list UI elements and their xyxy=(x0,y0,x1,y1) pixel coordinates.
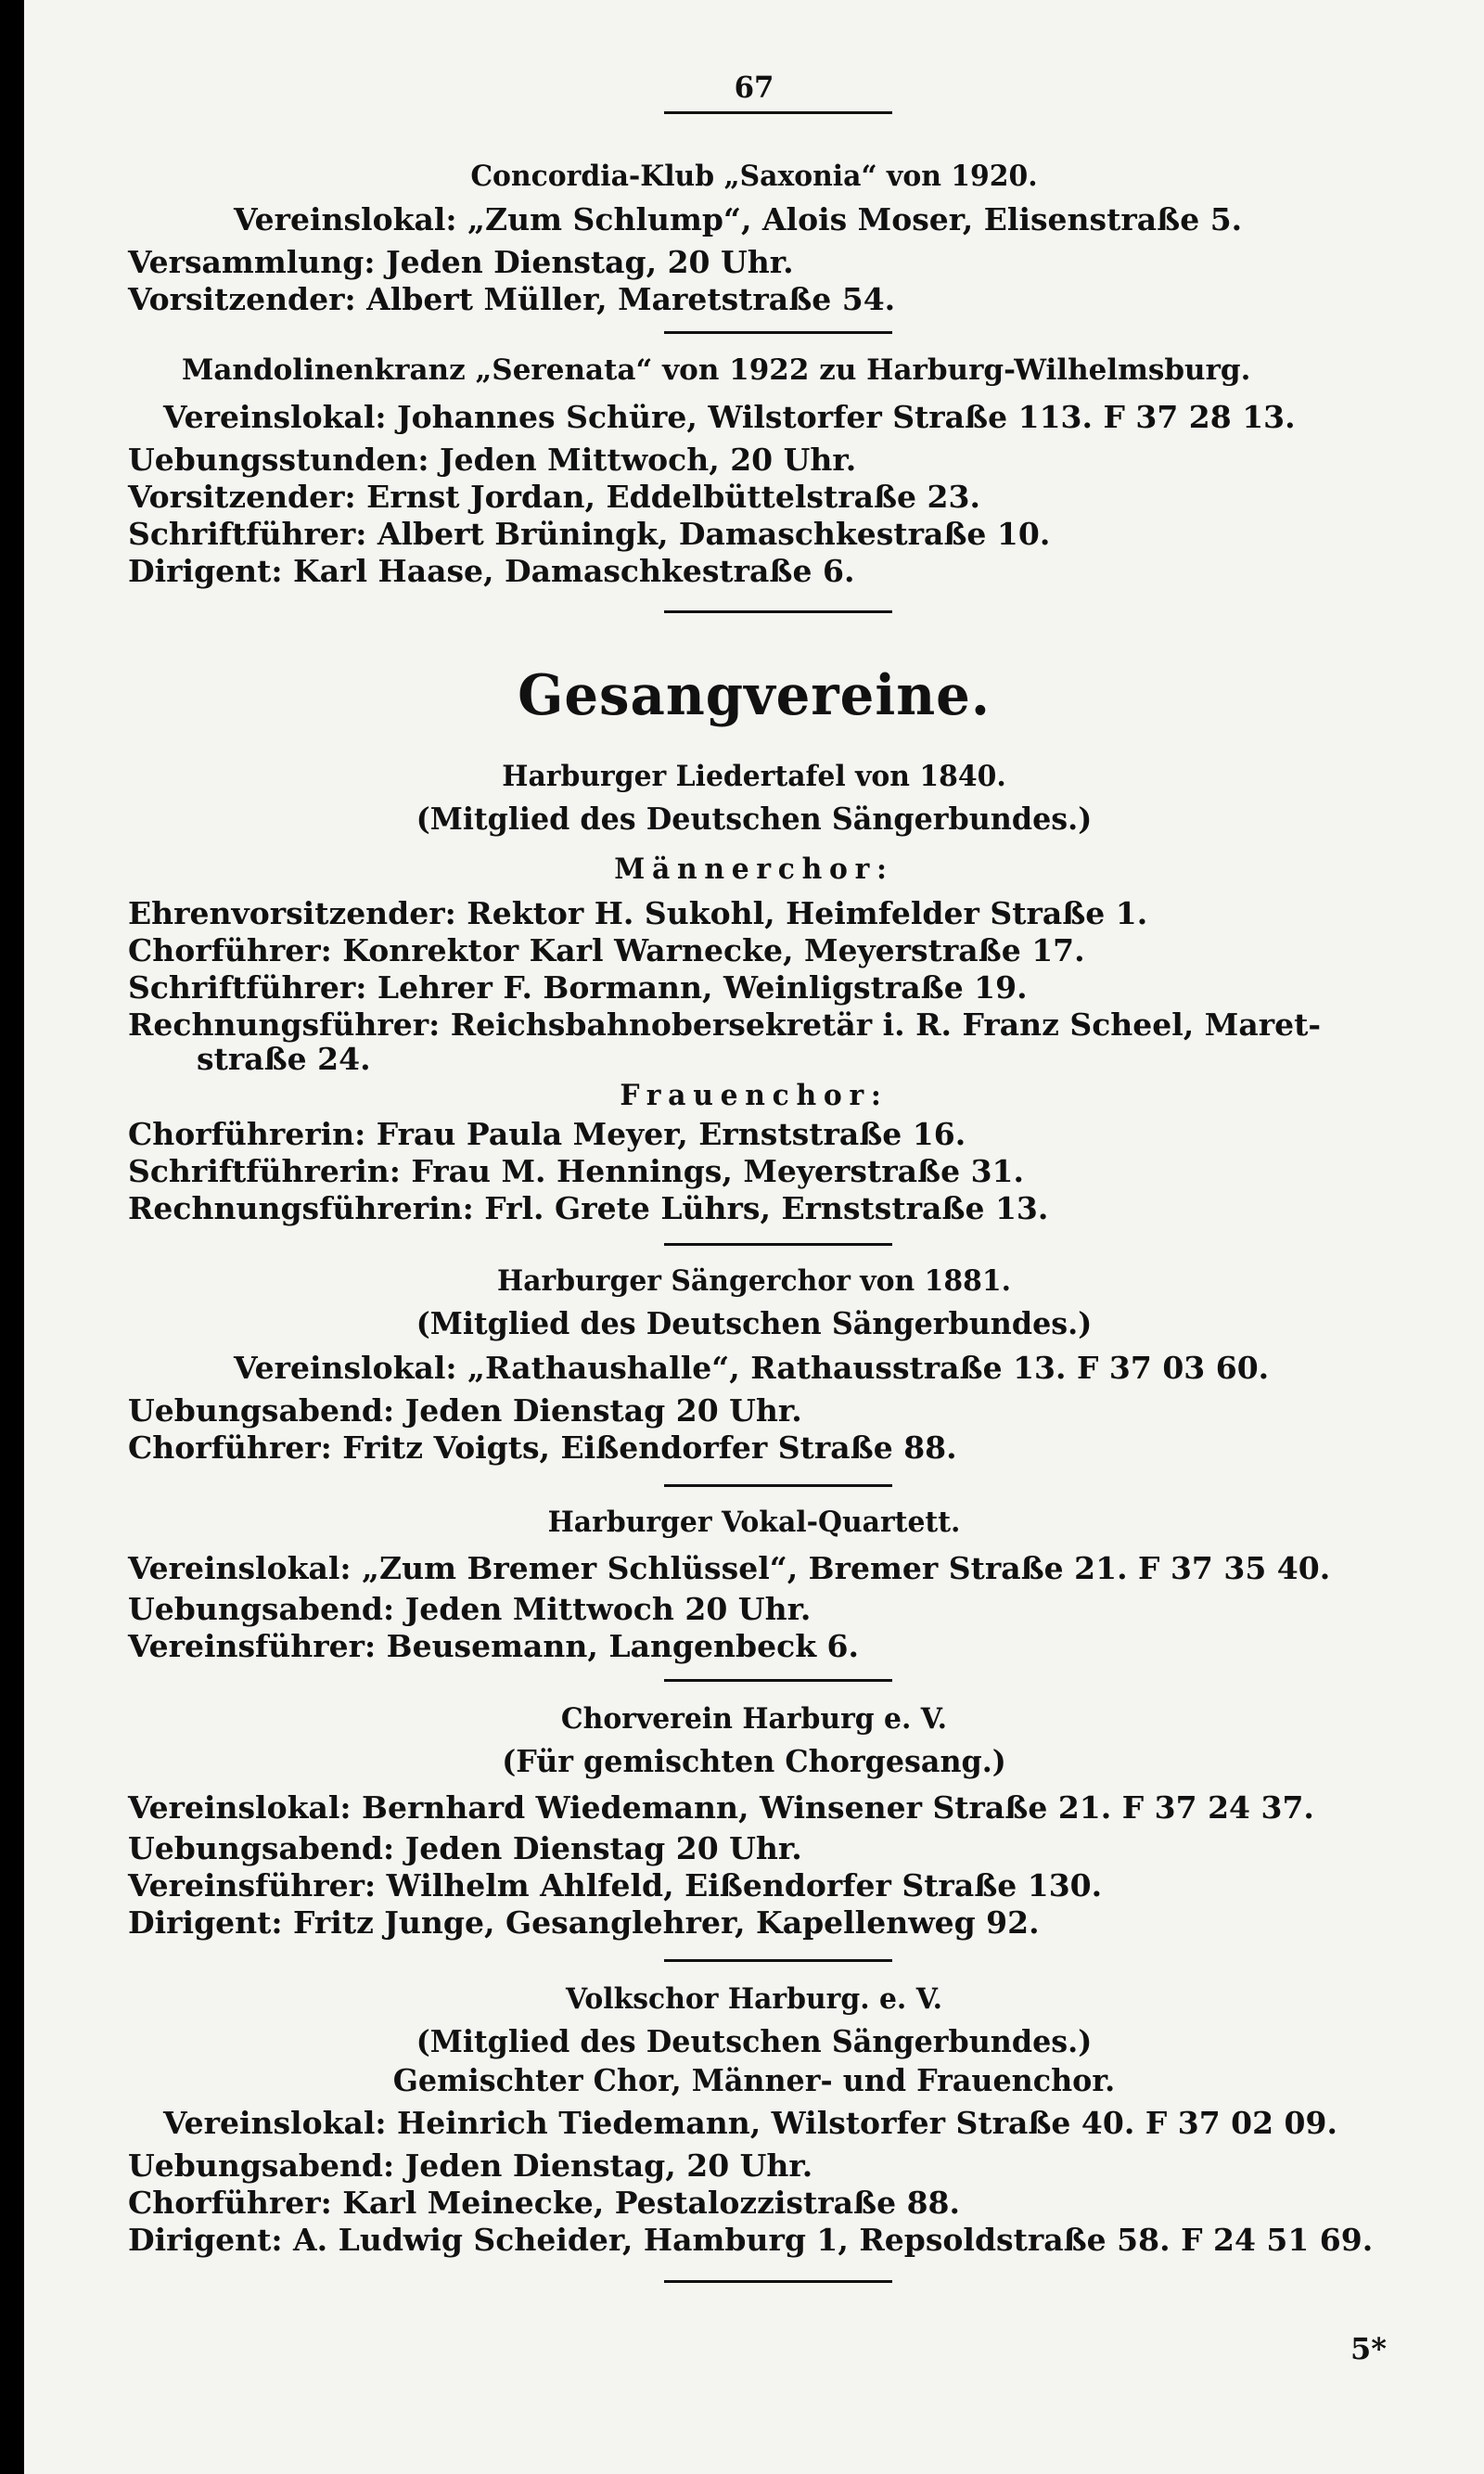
club-subtitle: (Für gemischten Chorgesang.) xyxy=(502,1743,1006,1779)
divider-rule xyxy=(664,1959,892,1962)
club-line: Versammlung: Jeden Dienstag, 20 Uhr. xyxy=(128,244,794,280)
club-line: Vereinsführer: Beusemann, Langenbeck 6. xyxy=(128,1628,860,1664)
divider-rule xyxy=(664,1484,892,1487)
club-title: Harburger Vokal-Quartett. xyxy=(547,1506,961,1539)
club-subtitle: Gemischter Chor, Männer- und Frauenchor. xyxy=(392,2062,1116,2098)
club-title: Harburger Sängerchor von 1881. xyxy=(497,1264,1011,1298)
club-line: Uebungsabend: Jeden Dienstag, 20 Uhr. xyxy=(128,2147,813,2184)
club-subtitle: (Mitglied des Deutschen Sängerbundes.) xyxy=(416,1305,1093,1341)
club-line: Uebungsabend: Jeden Dienstag 20 Uhr. xyxy=(128,1830,802,1866)
club-line: Vereinslokal: „Zum Bremer Schlüssel“, Bremer Straße 21. F 37 35 40. xyxy=(128,1550,1331,1586)
club-line: Rechnungsführerin: Frl. Grete Lührs, Ernststraße 13. xyxy=(128,1190,1049,1226)
club-title: Mandolinenkranz „Serenata“ von 1922 zu Harburg-Wilhelmsburg. xyxy=(182,353,1251,387)
club-line: Vereinslokal: „Zum Schlump“, Alois Moser, Elisenstraße 5. xyxy=(234,201,1243,237)
divider-rule xyxy=(664,111,892,114)
club-line: Uebungsabend: Jeden Mittwoch 20 Uhr. xyxy=(128,1591,812,1627)
choir-heading: Männerchor: xyxy=(614,852,894,886)
divider-rule xyxy=(664,1243,892,1246)
club-line: Vorsitzender: Ernst Jordan, Eddelbüttelstraße 23. xyxy=(128,479,980,515)
divider-rule xyxy=(664,2280,892,2283)
club-line: Dirigent: A. Ludwig Scheider, Hamburg 1, Repsoldstraße 58. F 24 51 69. xyxy=(128,2222,1374,2258)
club-line: straße 24. xyxy=(197,1041,371,1077)
club-line: Vereinsführer: Wilhelm Ahlfeld, Eißendorfer Straße 130. xyxy=(128,1867,1103,1904)
club-line: Uebungsstunden: Jeden Mittwoch, 20 Uhr. xyxy=(128,442,857,478)
club-line: Vereinslokal: „Rathaushalle“, Rathausstraße 13. F 37 03 60. xyxy=(234,1350,1270,1386)
signature-mark: 5* xyxy=(1350,2331,1387,2366)
club-line: Chorführer: Fritz Voigts, Eißendorfer Straße 88. xyxy=(128,1429,957,1466)
club-line: Chorführer: Karl Meinecke, Pestalozzistraße 88. xyxy=(128,2185,960,2221)
club-line: Uebungsabend: Jeden Dienstag 20 Uhr. xyxy=(128,1392,802,1429)
club-title: Volkschor Harburg. e. V. xyxy=(565,1982,943,2016)
club-line: Schriftführerin: Frau M. Hennings, Meyerstraße 31. xyxy=(128,1153,1024,1189)
section-title: Gesangvereine. xyxy=(518,663,991,728)
scanned-page xyxy=(24,0,1484,2474)
club-subtitle: (Mitglied des Deutschen Sängerbundes.) xyxy=(416,2023,1093,2059)
page-number: 67 xyxy=(734,70,774,105)
club-title: Chorverein Harburg e. V. xyxy=(560,1702,948,1736)
divider-rule xyxy=(664,331,892,334)
divider-rule xyxy=(664,610,892,613)
club-line: Chorführerin: Frau Paula Meyer, Ernststraße 16. xyxy=(128,1116,966,1152)
club-title: Concordia-Klub „Saxonia“ von 1920. xyxy=(470,160,1038,193)
club-line: Vorsitzender: Albert Müller, Maretstraße 54. xyxy=(128,281,896,317)
club-line: Schriftführer: Lehrer F. Bormann, Weinligstraße 19. xyxy=(128,969,1028,1006)
club-line: Vereinslokal: Heinrich Tiedemann, Wilstorfer Straße 40. F 37 02 09. xyxy=(163,2105,1337,2141)
club-line: Schriftführer: Albert Brüningk, Damaschkestraße 10. xyxy=(128,516,1051,552)
choir-heading: Frauenchor: xyxy=(620,1079,889,1112)
divider-rule xyxy=(664,1679,892,1682)
club-title: Harburger Liedertafel von 1840. xyxy=(502,760,1006,793)
club-line: Vereinslokal: Bernhard Wiedemann, Winsener Straße 21. F 37 24 37. xyxy=(128,1789,1314,1826)
club-line: Chorführer: Konrektor Karl Warnecke, Meyerstraße 17. xyxy=(128,932,1085,968)
club-line: Dirigent: Karl Haase, Damaschkestraße 6. xyxy=(128,553,855,589)
club-line: Dirigent: Fritz Junge, Gesanglehrer, Kapellenweg 92. xyxy=(128,1904,1040,1941)
club-line: Rechnungsführer: Reichsbahnobersekretär i. R. Franz Scheel, Maret- xyxy=(128,1006,1322,1043)
club-subtitle: (Mitglied des Deutschen Sängerbundes.) xyxy=(416,801,1093,837)
club-line: Ehrenvorsitzender: Rektor H. Sukohl, Heimfelder Straße 1. xyxy=(128,895,1148,931)
club-line: Vereinslokal: Johannes Schüre, Wilstorfer Straße 113. F 37 28 13. xyxy=(163,399,1296,435)
